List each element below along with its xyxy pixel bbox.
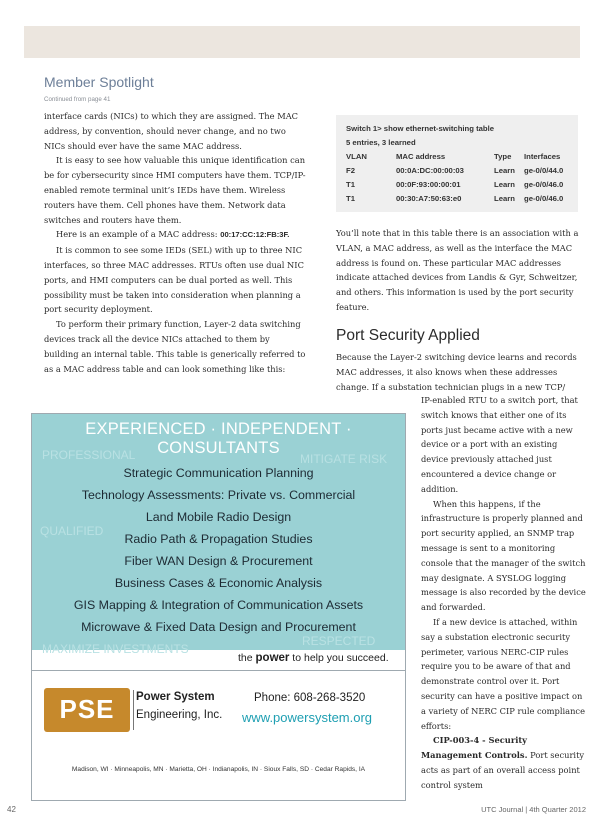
ad-service: Fiber WAN Design & Procurement [124, 554, 313, 568]
right-column-top [336, 226, 582, 315]
table-cell: Learn [494, 180, 515, 189]
right-column-wide [336, 350, 586, 394]
switch-table [336, 115, 578, 212]
table-header: Interfaces [524, 152, 561, 161]
ad-service: Business Cases & Economic Analysis [114, 576, 323, 590]
logo-divider [133, 690, 134, 730]
journal-footer: UTC Journal | 4th Quarter 2012 [481, 805, 586, 814]
paragraph: It is easy to see how valuable this unique identification can be for cybersecurity since HMI computers have them. TCP/IP-enabled remote terminal unit’s IEDs have them. Wireless routers have them. Cell phones have them. Network data switches and routers have them. [44, 155, 306, 225]
ad-tagline-bold: power [255, 652, 290, 664]
cip-paragraph [421, 733, 586, 792]
paragraph: You’ll note that in this table there is an association with a VLAN, a MAC address, as well as the interface the MAC address is found on. These particular MAC addresses indicate attached devices from Landis & Gyr, Schweitzer, and others. This information is used by the port security feature. [336, 228, 579, 312]
table-cell: Learn [494, 166, 515, 175]
table-cell: 00:0A:DC:00:00:03 [396, 166, 464, 175]
cip-title: CIP-003-4 - Security Management Controls. [421, 735, 528, 761]
switch-summary: 5 entries, 3 learned [346, 138, 416, 147]
cip-text: Port security acts as part of an overall access point control system [421, 750, 585, 790]
table-header-row [346, 152, 574, 164]
ad-tagline-pre: the [238, 652, 256, 664]
mac-example-value: 00:17:CC:12:FB:3F. [220, 230, 290, 240]
ad-watermark-word: PROFESSIONAL [42, 448, 136, 462]
ad-divider [32, 670, 405, 671]
office-locations: Madison, WI · Minneapolis, MN · Marietta, OH · Indianapolis, IN · Sioux Falls, SD · Cedar Rapids, IA [71, 766, 366, 773]
right-column-narrow [421, 393, 586, 793]
paragraph: It is common to see some IEDs (SEL) with up to three NIC interfaces, so three MAC addresses. RTUs often use dual NIC ports, and HMI computers can be dual ported as well. This possibility must be taken into consideration when planning a port security deployment. [44, 245, 304, 315]
paragraph: interface cards (NICs) to which they are assigned. The MAC address, by convention, should never change, and no two NICs should ever have the same MAC address. [44, 111, 299, 151]
table-row [346, 180, 574, 192]
left-column [44, 109, 306, 376]
header-band [24, 26, 580, 58]
table-cell: 00:30:A7:50:63:e0 [396, 194, 462, 203]
company-name: Power System [136, 691, 215, 703]
paragraph: Because the Layer-2 switching device learns and records MAC addresses, it also knows when these addresses change. If a substation technician plugs in a new TCP/ [336, 352, 577, 392]
table-cell: ge-0/0/46.0 [524, 180, 564, 189]
table-row [346, 194, 574, 206]
table-cell: Learn [494, 194, 515, 203]
table-header: Type [494, 152, 512, 161]
ad-tagline [238, 652, 389, 664]
subheading: Port Security Applied [336, 327, 480, 344]
ad-service: Microwave & Fixed Data Design and Procurement [81, 620, 356, 634]
table-header: MAC address [396, 152, 446, 161]
company-website-link[interactable]: www.powersystem.org [242, 710, 373, 725]
company-name-line2: Engineering, Inc. [136, 709, 223, 721]
paragraph: When this happens, if the infrastructure is properly planned and port security applied, an SNMP trap message is sent to a monitoring console that the manager of the switch may designate. A SYSLOG logging message is also recorded by the device and forwarded. [421, 498, 586, 613]
pse-logo [44, 688, 130, 732]
paragraph: IP-enabled RTU to a switch port, that switch knows that either one of its ports just became active with a new device or a port with an existing device previously attached just encountered a device change or addition. [421, 395, 578, 494]
table-cell: ge-0/0/46.0 [524, 194, 564, 203]
ad-service: GIS Mapping & Integration of Communication Assets [73, 598, 364, 612]
ad-service: Land Mobile Radio Design [145, 510, 292, 524]
paragraph: If a new device is attached, within say a substation electronic security perimeter, various NERC-CIP rules require you to be aware of that and demonstrate control over it. Port security can have a positive impact on a variety of NERC CIP rule compliance efforts: [421, 616, 585, 731]
table-cell: ge-0/0/44.0 [524, 166, 564, 175]
ad-watermark-word: RESPECTED [302, 634, 376, 648]
table-cell: F2 [346, 166, 355, 175]
ad-banner [32, 414, 405, 656]
ad-watermark-word: QUALIFIED [40, 524, 104, 538]
section-title: Member Spotlight [44, 74, 154, 90]
company-phone: Phone: 608-268-3520 [254, 692, 366, 704]
table-row [346, 166, 574, 178]
table-cell: 00:0F:93:00:00:01 [396, 180, 461, 189]
mac-example-paragraph [44, 227, 306, 243]
table-cell: T1 [346, 194, 355, 203]
logo-text: PSE [59, 694, 115, 724]
ad-watermark-word: MAXIMIZE INVESTMENTS [42, 642, 189, 656]
ad-headline: EXPERIENCED · INDEPENDENT · CONSULTANTS [85, 420, 352, 457]
ad-watermark-word: MITIGATE RISK [300, 452, 388, 466]
continued-note: Continued from page 41 [44, 96, 111, 103]
mac-example-prefix: Here is an example of a MAC address: [56, 229, 221, 240]
ad-tagline-post: to help you succeed. [289, 652, 389, 664]
table-header: VLAN [346, 152, 367, 161]
ad-service: Radio Path & Propagation Studies [124, 532, 313, 546]
ad-service: Strategic Communication Planning [123, 466, 314, 480]
page-number: 42 [7, 805, 16, 814]
switch-command: Switch 1> show ethernet-switching table [346, 124, 495, 133]
advertisement [31, 413, 406, 801]
paragraph: To perform their primary function, Layer-2 data switching devices track all the device NICs attached to them by building an internal table. This table is generically referred to as a MAC address table and can look something like this: [44, 319, 306, 374]
table-cell: T1 [346, 180, 355, 189]
ad-service: Technology Assessments: Private vs. Commercial [81, 488, 356, 502]
